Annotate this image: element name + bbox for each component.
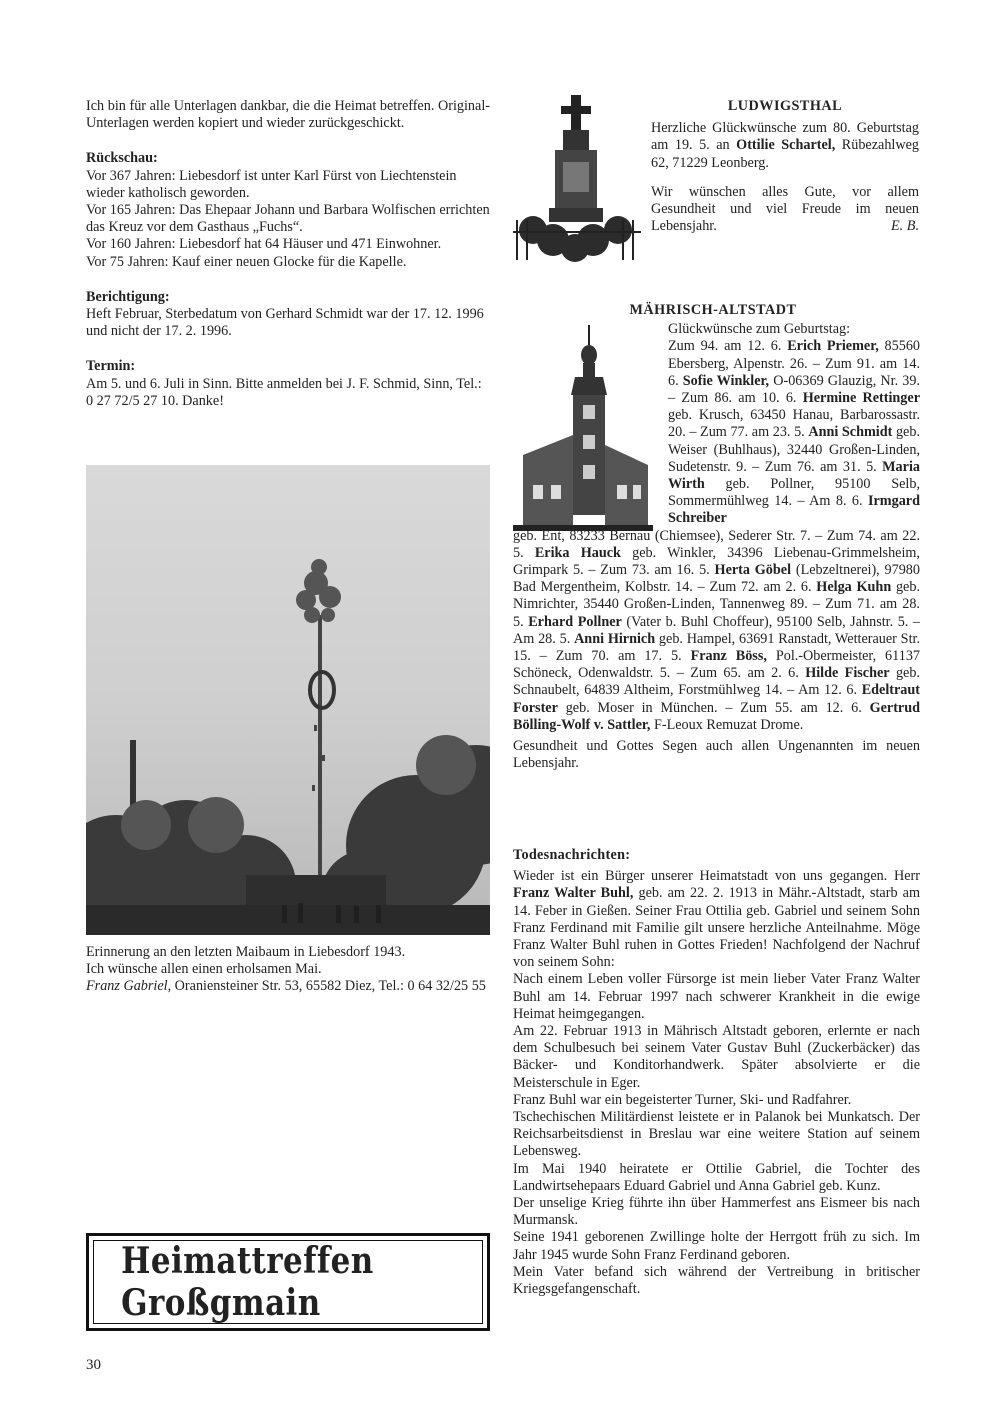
birthday-entry-post: geb. Moser in München. – bbox=[557, 699, 741, 716]
caption-author: Franz Gabriel bbox=[86, 978, 168, 995]
birthday-entry-name: Erika Hauck bbox=[534, 544, 621, 561]
birthday-entry-name: Sofie Winkler, bbox=[682, 372, 770, 389]
birthday-entry-post: F-Leoux Remuzat Drome. bbox=[650, 716, 804, 733]
birthday-entry-name: Maria Wirth bbox=[668, 458, 920, 493]
rueckschau-item: Vor 75 Jahren: Kauf einer neuen Glocke für die Kapelle. bbox=[86, 253, 407, 270]
ludwigsthal-signature: E. B. bbox=[891, 218, 919, 235]
obituary-paragraph: Seine 1941 geborenen Zwillinge holte der Herrgott früh zu sich. Im Jahr 1945 wurde Sohn Franz Ferdinand geboren. bbox=[513, 1229, 920, 1263]
berichtigung-text: Heft Februar, Sterbedatum von Gerhard Schmidt war der 17. 12. 1996 und nicht der 17. 2. 1996. bbox=[86, 306, 484, 340]
obituary-paragraph: Am 22. Februar 1913 in Mährisch Altstadt geboren, erlernte er nach dem Schulbesuch bei seinem Vater Gustav Buhl (Zuckerbäcker) das Bäcker- und Konditorhandwerk. Später absolvierte er die Meisterschule in Eger. bbox=[513, 1023, 920, 1091]
birthday-entry-name: Gertrud Bölling-Wolf v. Sattler, bbox=[513, 699, 920, 733]
ludwigsthal-section bbox=[651, 98, 919, 235]
ludwigsthal-wish: Wir wünschen alles Gute, vor allem Gesundheit und viel Freude im neuen Lebensjahr. bbox=[651, 183, 919, 235]
birthday-entry-pre: Zum 74. am 22. 5. bbox=[513, 527, 920, 561]
maehrisch-closing: Gesundheit und Gottes Segen auch allen Ungenannten im neuen Lebensjahr. bbox=[513, 738, 920, 772]
birthday-entry-pre: Zum 71. am 28. 5. bbox=[513, 596, 920, 630]
maibaum-photo bbox=[86, 465, 490, 935]
caption-line: Erinnerung an den letzten Maibaum in Liebesdorf 1943. bbox=[86, 944, 406, 960]
caption-line: Ich wünsche allen einen erholsamen Mai. bbox=[86, 961, 322, 978]
caption-address: , Oraniensteiner Str. 53, 65582 Diez, Tel.: 0 64 32/25 55 bbox=[167, 978, 486, 995]
birthday-entry-post: geb. Hampel, 63691 Ranstadt, Wetterauer Str. 15. – bbox=[513, 630, 921, 665]
left-column bbox=[86, 98, 490, 410]
birthday-entry-pre: Zum 55. am 12. 6. bbox=[740, 699, 870, 716]
obituary-paragraph: Mein Vater befand sich während der Vertreibung in britischer Kriegsgefangenschaft. bbox=[513, 1263, 920, 1298]
photo-caption bbox=[86, 944, 490, 996]
birthday-entry-name: Irmgard Schreiber bbox=[668, 493, 920, 527]
birthday-entry-post: O-06369 Glauzig, Nr. 39. – bbox=[668, 372, 921, 407]
obituary-text: geb. am 22. 2. 1913 in Mähr.-Altstadt, starb am 14. Feber in Gießen. Seiner Frau Ottilia geb. Gabriel und seinem Sohn Franz Ferdinand mit Familie gilt unsere herzliche Anteilnahme. Möge Franz Walter Buhl ruhen in Gottes Frieden! Nachfolgend der Nachruf von seinem Sohn: bbox=[513, 885, 920, 971]
birthday-entry-post: geb. Pollner, 95100 Selb, Sommermühlweg 14. – bbox=[668, 476, 920, 510]
birthday-entry-post: (Vater b. Buhl Choffeur), 95100 Selb, Jahnstr. 5. – bbox=[621, 613, 921, 630]
birthday-entry-name: Hilde Fischer bbox=[805, 665, 890, 682]
birthday-entry-pre: Am 8. 6. bbox=[809, 493, 868, 510]
birthday-entry-name: Edeltraut Forster bbox=[513, 682, 921, 716]
intro-text: Ich bin für alle Unterlagen dankbar, die die Heimat betreffen. Original-Unterlagen werden kopiert und wieder zurückgeschickt. bbox=[86, 98, 490, 132]
ludwigsthal-title: LUDWIGSTHAL bbox=[727, 98, 843, 114]
birthday-entry-name: Erhard Pollner bbox=[528, 613, 622, 630]
page-number: 30 bbox=[86, 1357, 101, 1373]
birthday-entry-pre: Zum 72. am 2. 6. bbox=[709, 579, 817, 596]
birthday-entry-post: geb. Krusch, 63450 Hanau, Barbarossastr. 20. – bbox=[668, 407, 920, 441]
birthday-entry-post: geb. Schnaubelt, 64839 Altheim, Forstmühlweg 14. – bbox=[513, 665, 920, 699]
rueckschau-item: Vor 160 Jahren: Liebesdorf hat 64 Häuser und 471 Einwohner. bbox=[86, 236, 442, 253]
birthday-entry-name: Hermine Rettinger bbox=[802, 390, 920, 407]
wayside-cross-illustration bbox=[513, 90, 641, 265]
birthday-entry-pre: Zum 65. am 2. 6. bbox=[690, 665, 806, 682]
obituary-paragraph: Franz Buhl war ein begeisterter Turner, Ski- und Radfahrer. bbox=[513, 1091, 852, 1108]
birthday-entry-post: (Lebzeltnerei), 97980 Bad Mergentheim, Kolbstr. 14. – bbox=[513, 562, 920, 596]
ludwigsthal-text: Herzliche Glückwünsche zum 80. Geburtstag am 19. 5. an bbox=[651, 120, 919, 154]
birthday-entry-name: Herta Göbel bbox=[714, 562, 792, 579]
birthday-entry-name: Franz Böss, bbox=[690, 648, 767, 665]
birthday-entry-name: Erich Priemer, bbox=[787, 338, 879, 355]
birthday-entry-post: geb. Ent, 83233 Bernau (Chiemsee), Sederer Str. 7. – bbox=[513, 527, 827, 544]
banner-text: Heimattreffen Großgmain bbox=[121, 1240, 374, 1324]
birthday-entry-name: Anni Schmidt bbox=[808, 424, 893, 441]
birthday-entry-post: geb. Weiser (Buhlhaus), 32440 Großen-Linden, Sudetenstr. 9. – bbox=[668, 424, 920, 475]
obituary-paragraph: Der unselige Krieg führte ihn über Hammerfest ans Eismeer bis nach Murmansk. bbox=[513, 1195, 920, 1229]
birthday-entry-post: 85560 Ebersberg, Alpenstr. 26. – bbox=[668, 338, 921, 372]
obituary-text: Wieder ist ein Bürger unserer Heimatstadt von uns gegangen. Herr bbox=[513, 868, 920, 885]
birthday-entry-post: geb. Nimrichter, 35440 Großen-Linden, Tannenweg 89. – bbox=[513, 579, 920, 613]
birthday-entry-pre: Am 28. 5. bbox=[513, 630, 575, 647]
birthday-entry-name: Anni Hirnich bbox=[574, 630, 656, 647]
todesnachrichten-heading: Todesnachrichten: bbox=[513, 847, 631, 863]
birthday-entry-pre: Zum 70. am 17. 5. bbox=[555, 648, 691, 665]
todesnachrichten-section bbox=[513, 847, 920, 1298]
birthday-entry-pre: Zum 76. am 31. 5. bbox=[764, 458, 883, 475]
birthday-list bbox=[513, 338, 920, 734]
birthday-entry-pre: Am 12. 6. bbox=[798, 682, 862, 699]
berichtigung-heading: Berichtigung: bbox=[86, 288, 170, 305]
ludwigsthal-text: Rübezahlweg 62, 71229 Leonberg. bbox=[651, 137, 919, 171]
obituary-name: Franz Walter Buhl, bbox=[513, 885, 634, 902]
obituary-paragraph: Tschechischen Militärdienst leistete er in Palanok bei Munkatsch. Der Reichsarbeitsdienst in Breslau war eine weitere Station auf seinem Lebensweg. bbox=[513, 1109, 920, 1160]
rueckschau-item: Vor 367 Jahren: Liebesdorf ist unter Karl Fürst von Liechtenstein wieder katholisch geworden. bbox=[86, 167, 457, 201]
maehrisch-intro: Glückwünsche zum Geburtstag: bbox=[668, 321, 851, 338]
birthday-entry-name: Helga Kuhn bbox=[816, 579, 892, 596]
termin-text: Am 5. und 6. Juli in Sinn. Bitte anmelden bei J. F. Schmid, Sinn, Tel.: 0 27 72/5 27 10. Danke! bbox=[86, 375, 482, 409]
rueckschau-heading: Rückschau: bbox=[86, 150, 158, 167]
maehrisch-altstadt-section bbox=[513, 302, 920, 772]
rueckschau-item: Vor 165 Jahren: Das Ehepaar Johann und Barbara Wolfischen errichten das Kreuz vor dem Gasthaus „Fuchs“. bbox=[86, 202, 490, 236]
birthday-entry-pre: Zum 86. am 10. 6. bbox=[681, 390, 803, 407]
birthday-entry-post: geb. Winkler, 34396 Liebenau-Grimmelsheim, Grimpark 5. – bbox=[513, 544, 920, 579]
obituary-paragraph: Nach einem Leben voller Fürsorge ist mein lieber Vater Franz Walter Buhl am 14. Februar 1997 nach schwerer Krankheit in die ewige Heimat heimgegangen. bbox=[513, 971, 920, 1022]
termin-heading: Termin: bbox=[86, 358, 136, 375]
birthday-entry-post: Pol.-Obermeister, 61137 Schöneck, Odenwaldstr. 5. – bbox=[513, 648, 921, 682]
ludwigsthal-name: Ottilie Schartel, bbox=[736, 137, 836, 154]
heimattreffen-banner bbox=[86, 1233, 490, 1331]
maehrisch-altstadt-title: MÄHRISCH-ALTSTADT bbox=[629, 302, 797, 318]
birthday-entry-pre: Zum 91. am 14. 6. bbox=[668, 355, 920, 389]
birthday-entry-pre: Zum 77. am 23. 5. bbox=[700, 424, 809, 441]
obituary-paragraph: Im Mai 1940 heiratete er Ottilie Gabriel, die Tochter des Landwirtsehepaars Eduard Gabriel und Anna Gabriel geb. Kunz. bbox=[513, 1160, 920, 1194]
birthday-entry-pre: Zum 73. am 16. 5. bbox=[600, 562, 715, 579]
birthday-entry-pre: Zum 94. am 12. 6. bbox=[668, 338, 788, 355]
